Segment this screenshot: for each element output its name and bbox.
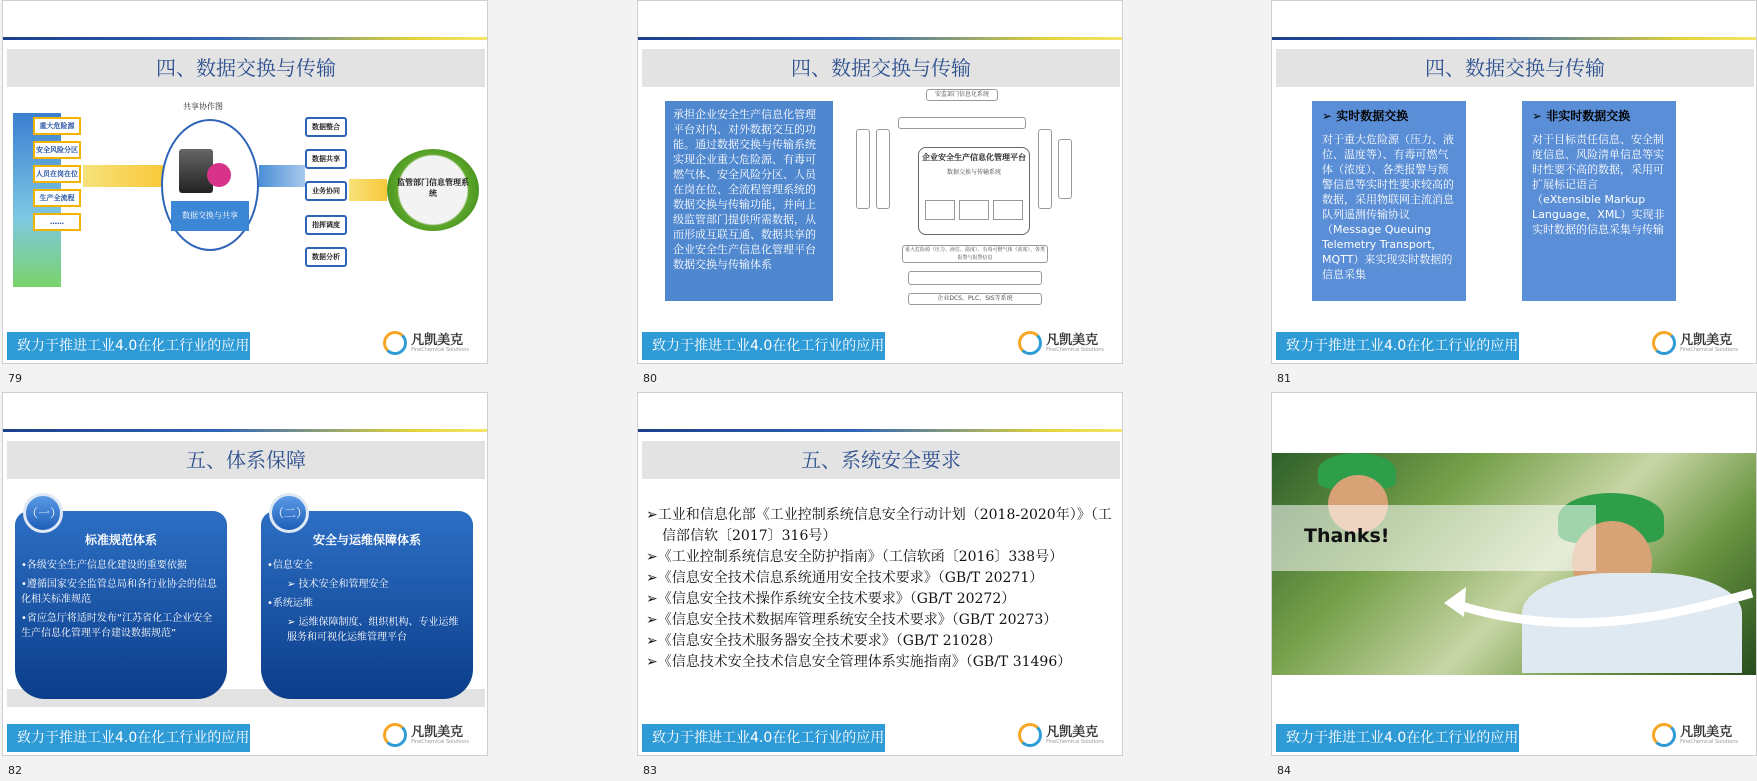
right-item: 数据分析 (305, 247, 347, 267)
diagram-heading: 共享协作图 (183, 102, 223, 111)
left-item: 生产全流程 (33, 189, 81, 207)
list-item: ➢《信息安全技术操作系统安全技术要求》（GB/T 20272） (646, 591, 1016, 607)
company-logo (1018, 722, 1104, 748)
slide-title: 五、体系保障 (7, 441, 485, 479)
slide-84[interactable] (1271, 392, 1757, 756)
logo-icon (383, 723, 407, 747)
panel-line: ➢ 技术安全和管理安全 (287, 579, 389, 590)
panel-line: •各级安全生产信息化建设的重要依据 (21, 560, 187, 571)
logo-icon (383, 331, 407, 355)
slide-top-line (638, 37, 1122, 40)
guarantee-panel (261, 511, 473, 699)
logo-subtext: FineChemical Solutions (411, 346, 469, 353)
logo-text: 凡凯美克 (411, 724, 464, 740)
list-item: ➢工业和信息化部《工业控制系统信息安全行动计划（2018-2020年）》（工信部信软〔2017〕316号） (646, 507, 1112, 544)
footer-banner: 致力于推进工业4.0在化工行业的应用 (7, 332, 250, 360)
left-item: …… (33, 213, 81, 231)
slide-top-line (638, 429, 1122, 432)
left-item: 安全风险分区 (33, 141, 81, 159)
diagram-node (908, 271, 1042, 285)
diagram-side-node (1058, 139, 1072, 199)
slide-title: 四、数据交换与传输 (1276, 49, 1754, 87)
slide-82[interactable] (2, 392, 488, 756)
platform-subtitle: 数据交换与传输系统 (946, 169, 1001, 176)
list-item: ➢《信息安全技术服务器安全技术要求》（GB/T 21028） (646, 633, 1002, 649)
flow-arrow (83, 165, 163, 187)
logo-text: 凡凯美克 (1046, 332, 1099, 348)
company-logo (1652, 330, 1738, 356)
diagram-side-node (1038, 129, 1052, 209)
diagram-node: 企业DCS、PLC、SIS等系统 (908, 293, 1042, 305)
slide-number: 82 (8, 764, 22, 777)
left-item: 人员在岗在位 (33, 165, 81, 183)
target-label: 监管部门信息管理系统 (397, 178, 469, 198)
slide-title: 五、系统安全要求 (642, 441, 1120, 479)
slide-title: 四、数据交换与传输 (642, 49, 1120, 87)
panel-line: •遵循国家安全监管总局和各行业协会的信息化相关标准规范 (21, 579, 217, 605)
logo-subtext: FineChemical Solutions (1680, 738, 1738, 745)
slide-top-line (3, 429, 487, 432)
platform-title: 企业安全生产信息化管理平台 (922, 153, 1026, 162)
footer-banner: 致力于推进工业4.0在化工行业的应用 (7, 724, 250, 752)
panel-line: ➢ 运维保障制度、组织机构、专业运维服务和可视化运维管理平台 (287, 617, 459, 643)
flow-arrow (349, 179, 387, 201)
panel-badge: （二） (269, 493, 309, 533)
left-item: 重大危险源 (33, 117, 81, 135)
list-item: ➢《工业控制系统信息安全防护指南》（工信软函〔2016〕338号） (646, 549, 1064, 565)
slide-title: 四、数据交换与传输 (7, 49, 485, 87)
logo-subtext: FineChemical Solutions (1046, 738, 1104, 745)
flow-arrow (259, 165, 305, 187)
list-item: ➢《信息技术安全技术信息安全管理体系实施指南》（GB/T 31496） (646, 654, 1072, 670)
right-item: 业务协同 (305, 181, 347, 201)
swoosh-arrow-icon (1432, 573, 1757, 643)
logo-subtext: FineChemical Solutions (1680, 346, 1738, 353)
column-body: 对于目标责任信息、安全制度信息、风险清单信息等实时性要不高的数据，采用可扩展标记语言（eXtensible Markup Language，XML）实现非实时数据的信息采集与传输 (1532, 133, 1665, 236)
list-item: ➢《信息安全技术信息系统通用安全技术要求》（GB/T 20271） (646, 570, 1044, 586)
logo-text: 凡凯美克 (1680, 724, 1733, 740)
slide-79[interactable] (2, 0, 488, 364)
slide-top-line (3, 37, 487, 40)
panel-line: •系统运维 (267, 598, 313, 609)
slide-81[interactable] (1271, 0, 1757, 364)
right-item: 数据整合 (305, 117, 347, 137)
logo-text: 凡凯美克 (1046, 724, 1099, 740)
cloud-icon (207, 163, 231, 187)
slide-number: 83 (643, 764, 657, 777)
footer-banner: 致力于推进工业4.0在化工行业的应用 (642, 332, 885, 360)
slide-number: 81 (1277, 372, 1291, 385)
panel-badge: （一） (23, 493, 63, 533)
panel-line: •省应急厅将适时发布“江苏省化工企业安全生产信息化管理平台建设数据规范” (21, 613, 213, 639)
panel-heading: 标准规范体系 (84, 533, 157, 547)
requirements-list (646, 505, 1120, 673)
slide-83[interactable] (637, 392, 1123, 756)
slide-80[interactable] (637, 0, 1123, 364)
logo-icon (1018, 723, 1042, 747)
footer-banner: 致力于推进工业4.0在化工行业的应用 (1276, 724, 1519, 752)
right-item: 指挥调度 (305, 215, 347, 235)
logo-icon (1018, 331, 1042, 355)
company-logo (383, 330, 469, 356)
logo-subtext: FineChemical Solutions (411, 738, 469, 745)
slide-number: 84 (1277, 764, 1291, 777)
company-logo (383, 722, 469, 748)
logo-subtext: FineChemical Solutions (1046, 346, 1104, 353)
diagram-node: 重大危险源（压力、液位、温度）、有毒可燃气体（浓度）、各类报警与报警信息 (902, 245, 1048, 263)
company-logo (1652, 722, 1738, 748)
center-label: 数据交换与共享 (171, 201, 249, 231)
content-column (1522, 101, 1676, 301)
thanks-text: Thanks! (1304, 525, 1390, 547)
footer-banner: 致力于推进工业4.0在化工行业的应用 (1276, 332, 1519, 360)
architecture-diagram (852, 87, 1110, 315)
list-item: ➢《信息安全技术数据库管理系统安全技术要求》（GB/T 20273） (646, 612, 1058, 628)
platform-box (918, 147, 1030, 235)
content-column (1312, 101, 1466, 301)
logo-icon (1652, 331, 1676, 355)
logo-text: 凡凯美克 (411, 332, 464, 348)
diagram-node: 安监部门信息化系统 (926, 89, 998, 101)
column-body: 对于重大危险源（压力、液位、温度等）、有毒可燃气体（浓度）、各类报警与预警信息等实时性要求较高的数据，采用物联网主流消息队列遥测传输协议（Message Queuing Telemetry Transport，MQTT）来实现实时数据的信息采集 (1322, 133, 1454, 281)
slide-body: 承担企业安全生产信息化管理平台对内、对外数据交互的功能。通过数据交换与传输系统实现企业重大危险源、有毒可燃气体、安全风险分区、人员在岗在位、全流程管理系统的数据交换与传输功能，并向上级监管部门提供所需数据，从而形成互联互通、数据共享的企业安全生产信息化管理平台数据交换与传输体系 (665, 101, 833, 301)
diagram-node (898, 117, 1026, 129)
diagram-side-node (856, 129, 870, 209)
slide-top-line (1272, 37, 1756, 40)
column-heading: ➢ 非实时数据交换 (1532, 109, 1631, 123)
slide-number: 79 (8, 372, 22, 385)
logo-icon (1652, 723, 1676, 747)
footer-banner: 致力于推进工业4.0在化工行业的应用 (642, 724, 885, 752)
panel-line: •信息安全 (267, 560, 313, 571)
logo-text: 凡凯美克 (1680, 332, 1733, 348)
column-heading: ➢ 实时数据交换 (1322, 109, 1409, 123)
slide-number: 80 (643, 372, 657, 385)
guarantee-panel (15, 511, 227, 699)
diagram-side-node (876, 129, 890, 209)
panel-heading: 安全与运维保障体系 (312, 533, 421, 547)
company-logo (1018, 330, 1104, 356)
right-item: 数据共享 (305, 149, 347, 169)
